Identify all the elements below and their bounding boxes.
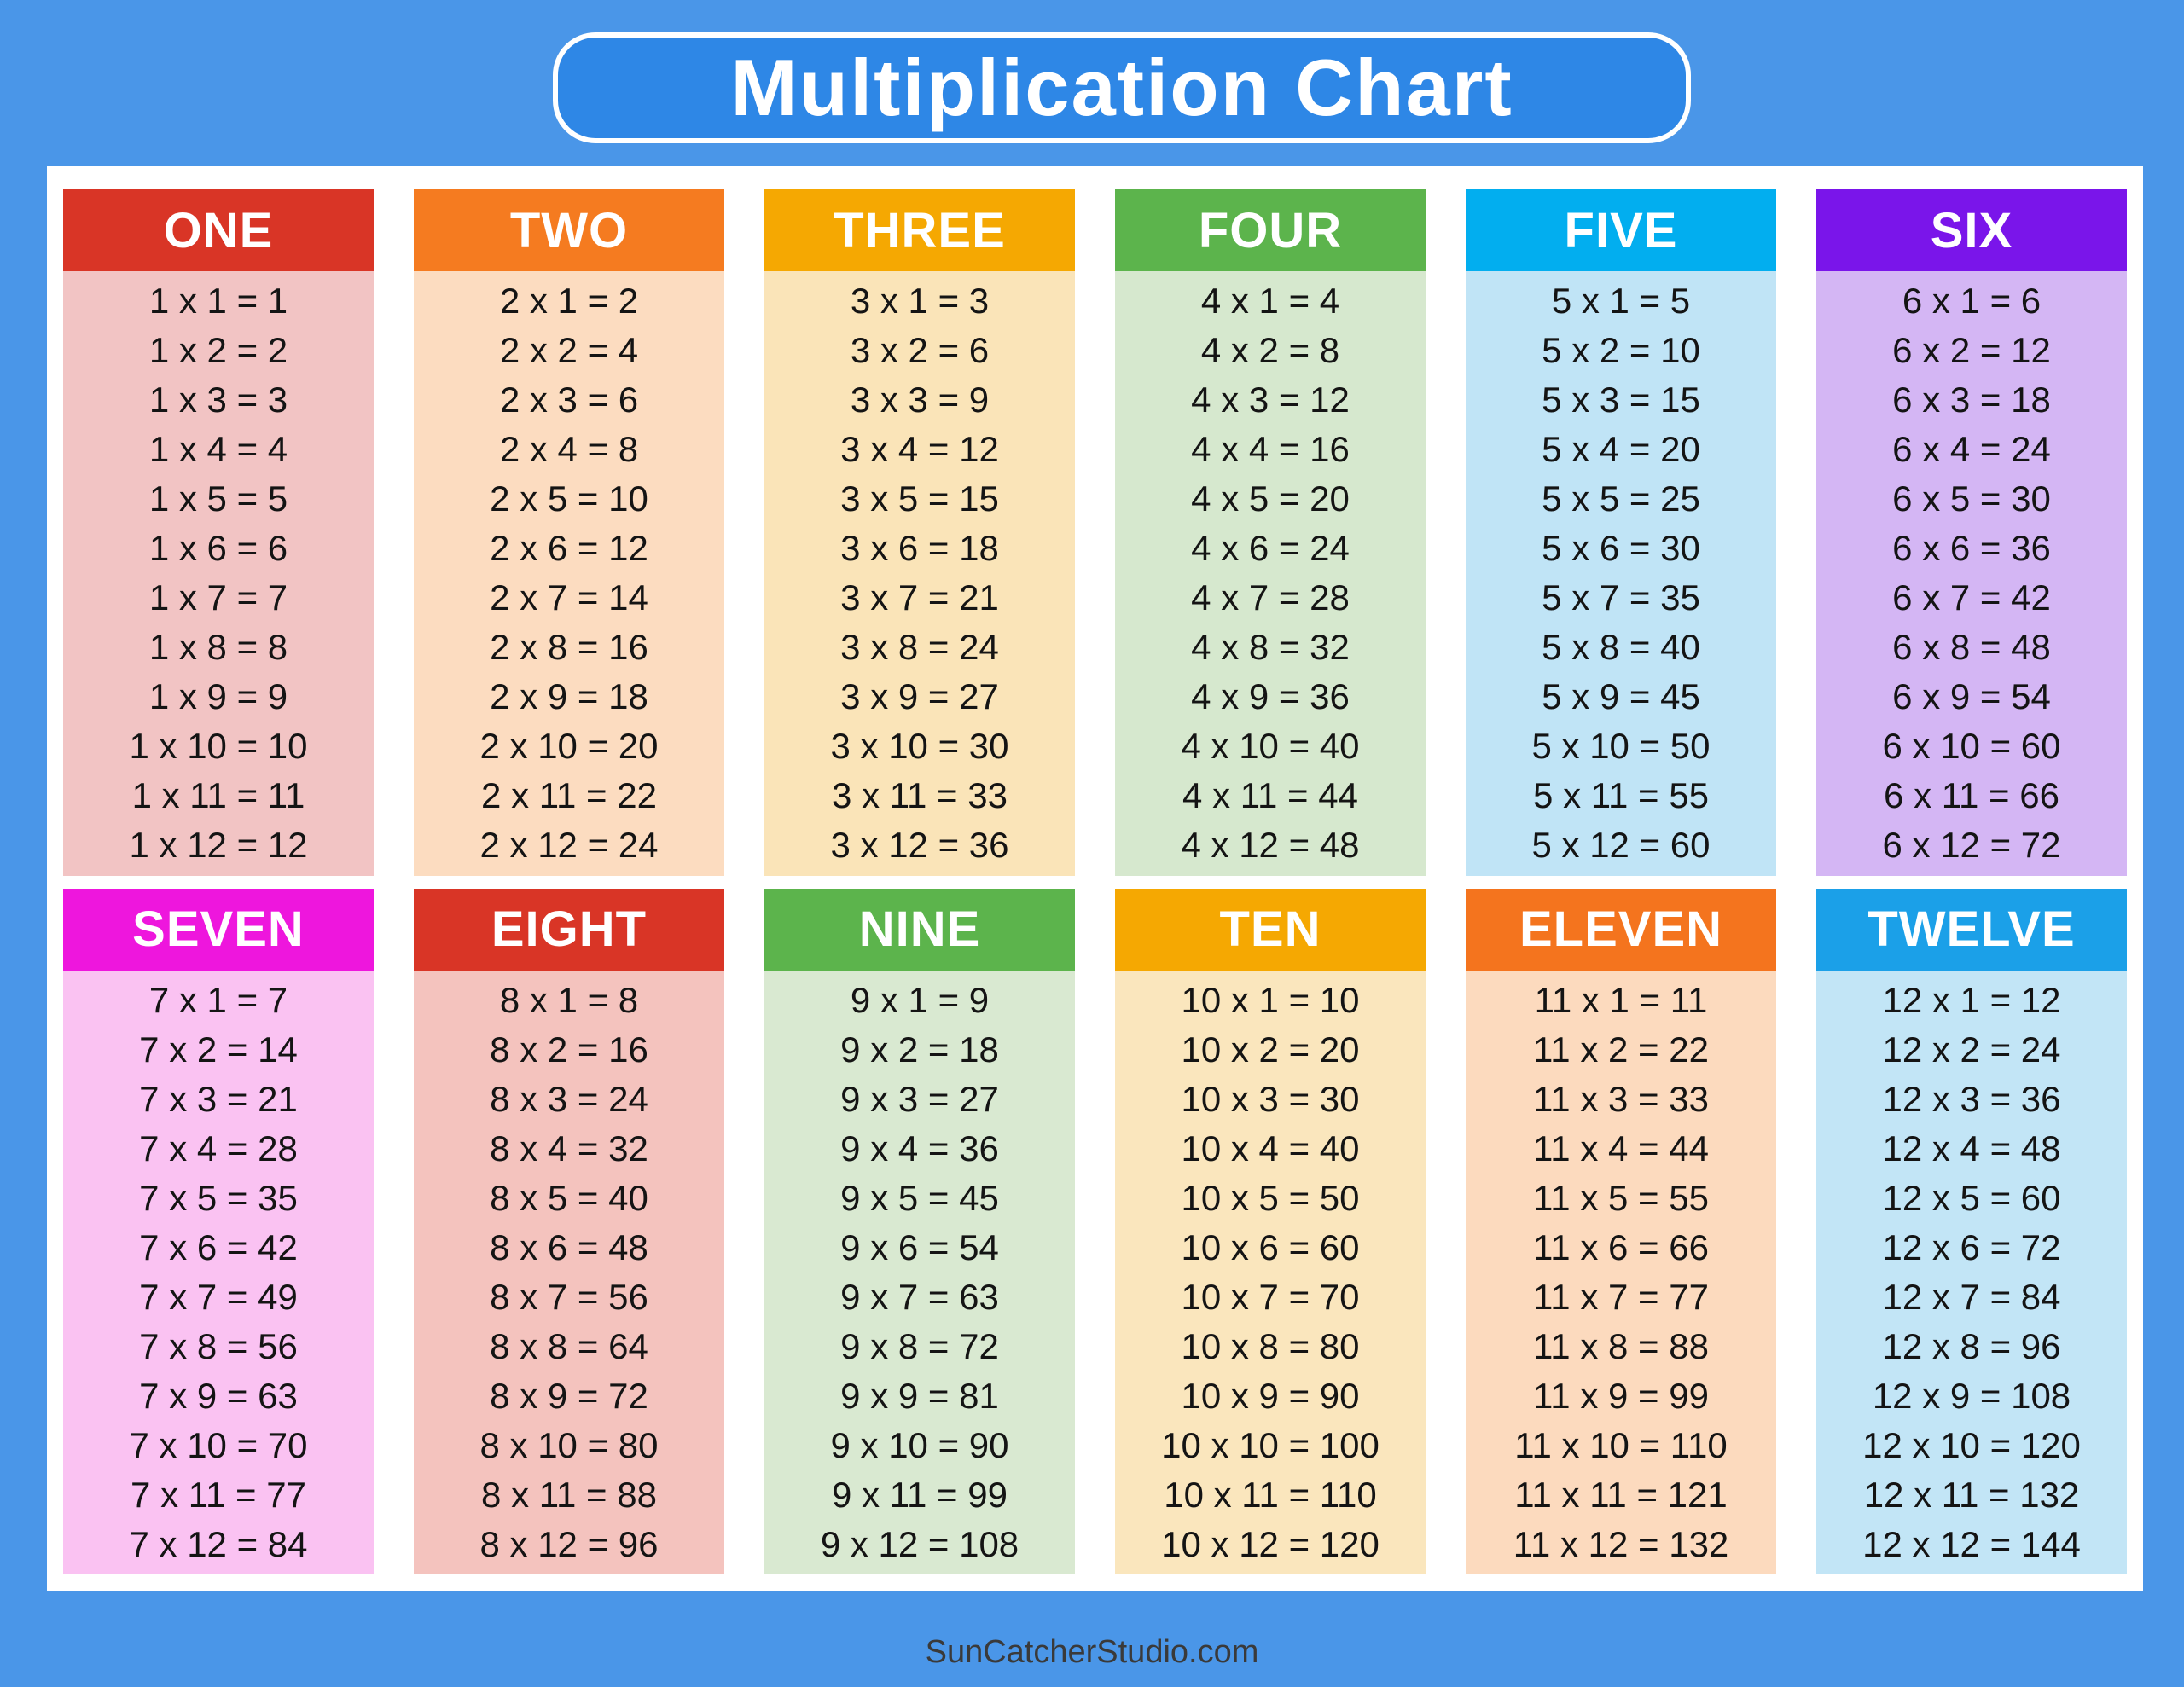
fact-row: 7 x 2 = 14 bbox=[139, 1029, 298, 1070]
table-body bbox=[63, 271, 374, 876]
table-body bbox=[1816, 971, 2127, 1575]
fact-row: 8 x 1 = 8 bbox=[499, 979, 639, 1020]
fact-row: 2 x 3 = 6 bbox=[499, 380, 639, 420]
fact-row: 8 x 2 = 16 bbox=[490, 1029, 648, 1070]
fact-row: 10 x 12 = 120 bbox=[1161, 1523, 1380, 1564]
fact-row: 11 x 3 = 33 bbox=[1533, 1078, 1709, 1119]
fact-row: 12 x 2 = 24 bbox=[1882, 1029, 2061, 1070]
fact-row: 2 x 8 = 16 bbox=[490, 627, 648, 668]
fact-row: 5 x 11 = 55 bbox=[1533, 775, 1709, 816]
fact-row: 2 x 7 = 14 bbox=[490, 577, 648, 618]
fact-row: 3 x 7 = 21 bbox=[840, 577, 999, 618]
fact-row: 1 x 10 = 10 bbox=[129, 726, 308, 767]
fact-row: 12 x 7 = 84 bbox=[1882, 1276, 2061, 1317]
fact-row: 7 x 11 = 77 bbox=[131, 1474, 306, 1515]
fact-row: 10 x 1 = 10 bbox=[1181, 979, 1360, 1020]
table-header: ONE bbox=[63, 189, 374, 271]
fact-row: 9 x 4 = 36 bbox=[840, 1128, 999, 1168]
fact-row: 10 x 7 = 70 bbox=[1181, 1276, 1360, 1317]
table-body bbox=[1816, 271, 2127, 876]
fact-row: 4 x 10 = 40 bbox=[1181, 726, 1360, 767]
table-column-five bbox=[1466, 189, 1776, 876]
fact-row: 3 x 6 = 18 bbox=[840, 528, 999, 569]
fact-row: 9 x 11 = 99 bbox=[832, 1474, 1008, 1515]
fact-row: 11 x 8 = 88 bbox=[1533, 1325, 1709, 1366]
fact-row: 12 x 12 = 144 bbox=[1862, 1523, 2081, 1564]
fact-row: 5 x 9 = 45 bbox=[1542, 676, 1700, 717]
fact-row: 11 x 1 = 11 bbox=[1534, 979, 1708, 1020]
table-body bbox=[1466, 971, 1776, 1575]
fact-row: 5 x 4 = 20 bbox=[1542, 429, 1700, 470]
fact-row: 1 x 12 = 12 bbox=[129, 825, 308, 866]
fact-row: 4 x 11 = 44 bbox=[1182, 775, 1358, 816]
fact-row: 8 x 7 = 56 bbox=[490, 1276, 648, 1317]
fact-row: 2 x 12 = 24 bbox=[479, 825, 659, 866]
fact-row: 9 x 7 = 63 bbox=[840, 1276, 999, 1317]
table-column-seven bbox=[63, 889, 374, 1575]
fact-row: 7 x 8 = 56 bbox=[139, 1325, 298, 1366]
fact-row: 8 x 8 = 64 bbox=[490, 1325, 648, 1366]
fact-row: 4 x 12 = 48 bbox=[1181, 825, 1360, 866]
fact-row: 10 x 8 = 80 bbox=[1181, 1325, 1360, 1366]
fact-row: 8 x 4 = 32 bbox=[490, 1128, 648, 1168]
fact-row: 7 x 5 = 35 bbox=[139, 1177, 298, 1218]
fact-row: 3 x 3 = 9 bbox=[850, 380, 990, 420]
fact-row: 3 x 5 = 15 bbox=[840, 478, 999, 519]
fact-row: 11 x 11 = 121 bbox=[1514, 1474, 1728, 1515]
table-column-nine bbox=[764, 889, 1075, 1575]
fact-row: 1 x 4 = 4 bbox=[148, 429, 288, 470]
fact-row: 7 x 12 = 84 bbox=[129, 1523, 308, 1564]
fact-row: 6 x 9 = 54 bbox=[1892, 676, 2051, 717]
fact-row: 2 x 10 = 20 bbox=[479, 726, 659, 767]
table-column-eleven bbox=[1466, 889, 1776, 1575]
fact-row: 11 x 12 = 132 bbox=[1513, 1523, 1729, 1564]
fact-row: 2 x 5 = 10 bbox=[490, 478, 648, 519]
fact-row: 1 x 8 = 8 bbox=[148, 627, 288, 668]
fact-row: 12 x 6 = 72 bbox=[1882, 1226, 2061, 1267]
fact-row: 3 x 9 = 27 bbox=[840, 676, 999, 717]
fact-row: 12 x 9 = 108 bbox=[1872, 1375, 2071, 1416]
fact-row: 4 x 1 = 4 bbox=[1200, 281, 1340, 322]
fact-row: 1 x 9 = 9 bbox=[148, 676, 288, 717]
fact-row: 3 x 1 = 3 bbox=[850, 281, 990, 322]
fact-row: 4 x 3 = 12 bbox=[1191, 380, 1350, 420]
fact-row: 6 x 2 = 12 bbox=[1892, 330, 2051, 371]
fact-row: 2 x 4 = 8 bbox=[499, 429, 639, 470]
fact-row: 9 x 5 = 45 bbox=[840, 1177, 999, 1218]
table-column-two bbox=[414, 189, 724, 876]
table-header: ELEVEN bbox=[1466, 889, 1776, 971]
table-column-eight bbox=[414, 889, 724, 1575]
fact-row: 10 x 10 = 100 bbox=[1161, 1424, 1380, 1465]
fact-row: 8 x 3 = 24 bbox=[490, 1078, 648, 1119]
fact-row: 9 x 8 = 72 bbox=[840, 1325, 999, 1366]
fact-row: 6 x 1 = 6 bbox=[1902, 281, 2042, 322]
fact-row: 12 x 4 = 48 bbox=[1882, 1128, 2061, 1168]
table-header: EIGHT bbox=[414, 889, 724, 971]
fact-row: 5 x 2 = 10 bbox=[1542, 330, 1700, 371]
fact-row: 6 x 3 = 18 bbox=[1892, 380, 2051, 420]
fact-row: 3 x 8 = 24 bbox=[840, 627, 999, 668]
fact-row: 11 x 5 = 55 bbox=[1533, 1177, 1709, 1218]
fact-row: 5 x 7 = 35 bbox=[1542, 577, 1700, 618]
table-body bbox=[764, 271, 1075, 876]
table-header: SEVEN bbox=[63, 889, 374, 971]
fact-row: 9 x 6 = 54 bbox=[840, 1226, 999, 1267]
fact-row: 10 x 4 = 40 bbox=[1181, 1128, 1360, 1168]
fact-row: 6 x 11 = 66 bbox=[1884, 775, 2059, 816]
fact-row: 5 x 10 = 50 bbox=[1531, 726, 1711, 767]
fact-row: 9 x 9 = 81 bbox=[840, 1375, 999, 1416]
fact-row: 8 x 5 = 40 bbox=[490, 1177, 648, 1218]
table-header: TWO bbox=[414, 189, 724, 271]
fact-row: 11 x 9 = 99 bbox=[1533, 1375, 1709, 1416]
fact-row: 3 x 10 = 30 bbox=[830, 726, 1009, 767]
fact-row: 12 x 10 = 120 bbox=[1862, 1424, 2081, 1465]
fact-row: 10 x 5 = 50 bbox=[1181, 1177, 1360, 1218]
fact-row: 8 x 11 = 88 bbox=[481, 1474, 657, 1515]
fact-row: 9 x 1 = 9 bbox=[850, 979, 990, 1020]
table-body bbox=[414, 271, 724, 876]
table-body bbox=[1115, 971, 1426, 1575]
table-header: TWELVE bbox=[1816, 889, 2127, 971]
table-header: FIVE bbox=[1466, 189, 1776, 271]
fact-row: 6 x 12 = 72 bbox=[1882, 825, 2061, 866]
fact-row: 9 x 12 = 108 bbox=[820, 1523, 1019, 1564]
table-column-twelve bbox=[1816, 889, 2127, 1575]
fact-row: 1 x 6 = 6 bbox=[148, 528, 288, 569]
fact-row: 3 x 12 = 36 bbox=[830, 825, 1009, 866]
fact-row: 8 x 6 = 48 bbox=[490, 1226, 648, 1267]
fact-row: 8 x 12 = 96 bbox=[479, 1523, 659, 1564]
fact-row: 4 x 4 = 16 bbox=[1191, 429, 1350, 470]
fact-row: 12 x 1 = 12 bbox=[1882, 979, 2061, 1020]
fact-row: 10 x 2 = 20 bbox=[1181, 1029, 1360, 1070]
fact-row: 7 x 9 = 63 bbox=[139, 1375, 298, 1416]
fact-row: 7 x 10 = 70 bbox=[129, 1424, 308, 1465]
fact-row: 11 x 10 = 110 bbox=[1514, 1424, 1728, 1465]
table-header: FOUR bbox=[1115, 189, 1426, 271]
fact-row: 1 x 1 = 1 bbox=[148, 281, 288, 322]
fact-row: 6 x 7 = 42 bbox=[1892, 577, 2051, 618]
fact-row: 11 x 4 = 44 bbox=[1533, 1128, 1709, 1168]
fact-row: 10 x 6 = 60 bbox=[1181, 1226, 1360, 1267]
fact-row: 5 x 6 = 30 bbox=[1542, 528, 1700, 569]
fact-row: 6 x 4 = 24 bbox=[1892, 429, 2051, 470]
fact-row: 11 x 2 = 22 bbox=[1533, 1029, 1709, 1070]
table-body bbox=[1466, 271, 1776, 876]
fact-row: 12 x 8 = 96 bbox=[1882, 1325, 2061, 1366]
fact-row: 1 x 2 = 2 bbox=[148, 330, 288, 371]
fact-row: 4 x 5 = 20 bbox=[1191, 478, 1350, 519]
tables-grid bbox=[63, 189, 2127, 1574]
fact-row: 2 x 9 = 18 bbox=[490, 676, 648, 717]
fact-row: 6 x 8 = 48 bbox=[1892, 627, 2051, 668]
fact-row: 5 x 5 = 25 bbox=[1542, 478, 1700, 519]
fact-row: 6 x 10 = 60 bbox=[1882, 726, 2061, 767]
table-body bbox=[63, 971, 374, 1575]
fact-row: 7 x 6 = 42 bbox=[139, 1226, 298, 1267]
fact-row: 6 x 5 = 30 bbox=[1892, 478, 2051, 519]
fact-row: 7 x 4 = 28 bbox=[139, 1128, 298, 1168]
fact-row: 1 x 3 = 3 bbox=[148, 380, 288, 420]
fact-row: 4 x 6 = 24 bbox=[1191, 528, 1350, 569]
fact-row: 9 x 2 = 18 bbox=[840, 1029, 999, 1070]
fact-row: 3 x 2 = 6 bbox=[850, 330, 990, 371]
fact-row: 8 x 9 = 72 bbox=[490, 1375, 648, 1416]
fact-row: 2 x 11 = 22 bbox=[481, 775, 657, 816]
table-body bbox=[764, 971, 1075, 1575]
fact-row: 1 x 11 = 11 bbox=[131, 775, 305, 816]
fact-row: 3 x 11 = 33 bbox=[832, 775, 1008, 816]
page-title: Multiplication Chart bbox=[730, 43, 1513, 132]
footer-credit: SunCatcherStudio.com bbox=[925, 1634, 1259, 1670]
fact-row: 10 x 11 = 110 bbox=[1164, 1474, 1377, 1515]
table-header: NINE bbox=[764, 889, 1075, 971]
fact-row: 1 x 7 = 7 bbox=[148, 577, 288, 618]
table-column-one bbox=[63, 189, 374, 876]
table-header: SIX bbox=[1816, 189, 2127, 271]
table-body bbox=[1115, 271, 1426, 876]
fact-row: 4 x 2 = 8 bbox=[1200, 330, 1340, 371]
table-header: TEN bbox=[1115, 889, 1426, 971]
fact-row: 7 x 1 = 7 bbox=[148, 979, 288, 1020]
fact-row: 11 x 7 = 77 bbox=[1533, 1276, 1709, 1317]
fact-row: 6 x 6 = 36 bbox=[1892, 528, 2051, 569]
fact-row: 10 x 9 = 90 bbox=[1181, 1375, 1360, 1416]
fact-row: 7 x 7 = 49 bbox=[139, 1276, 298, 1317]
table-column-ten bbox=[1115, 889, 1426, 1575]
chart-panel bbox=[47, 166, 2143, 1591]
table-column-three bbox=[764, 189, 1075, 876]
table-header: THREE bbox=[764, 189, 1075, 271]
fact-row: 2 x 6 = 12 bbox=[490, 528, 648, 569]
fact-row: 7 x 3 = 21 bbox=[139, 1078, 298, 1119]
table-column-six bbox=[1816, 189, 2127, 876]
fact-row: 4 x 9 = 36 bbox=[1191, 676, 1350, 717]
fact-row: 5 x 12 = 60 bbox=[1531, 825, 1711, 866]
fact-row: 5 x 8 = 40 bbox=[1542, 627, 1700, 668]
fact-row: 2 x 2 = 4 bbox=[499, 330, 639, 371]
fact-row: 10 x 3 = 30 bbox=[1181, 1078, 1360, 1119]
fact-row: 12 x 3 = 36 bbox=[1882, 1078, 2061, 1119]
fact-row: 9 x 10 = 90 bbox=[830, 1424, 1009, 1465]
fact-row: 4 x 7 = 28 bbox=[1191, 577, 1350, 618]
fact-row: 4 x 8 = 32 bbox=[1191, 627, 1350, 668]
fact-row: 5 x 3 = 15 bbox=[1542, 380, 1700, 420]
fact-row: 12 x 11 = 132 bbox=[1863, 1474, 2080, 1515]
fact-row: 8 x 10 = 80 bbox=[479, 1424, 659, 1465]
fact-row: 3 x 4 = 12 bbox=[840, 429, 999, 470]
fact-row: 9 x 3 = 27 bbox=[840, 1078, 999, 1119]
title-badge bbox=[553, 32, 1691, 143]
table-column-four bbox=[1115, 189, 1426, 876]
fact-row: 5 x 1 = 5 bbox=[1551, 281, 1691, 322]
fact-row: 2 x 1 = 2 bbox=[499, 281, 639, 322]
table-body bbox=[414, 971, 724, 1575]
fact-row: 11 x 6 = 66 bbox=[1533, 1226, 1709, 1267]
fact-row: 1 x 5 = 5 bbox=[148, 478, 288, 519]
fact-row: 12 x 5 = 60 bbox=[1882, 1177, 2061, 1218]
